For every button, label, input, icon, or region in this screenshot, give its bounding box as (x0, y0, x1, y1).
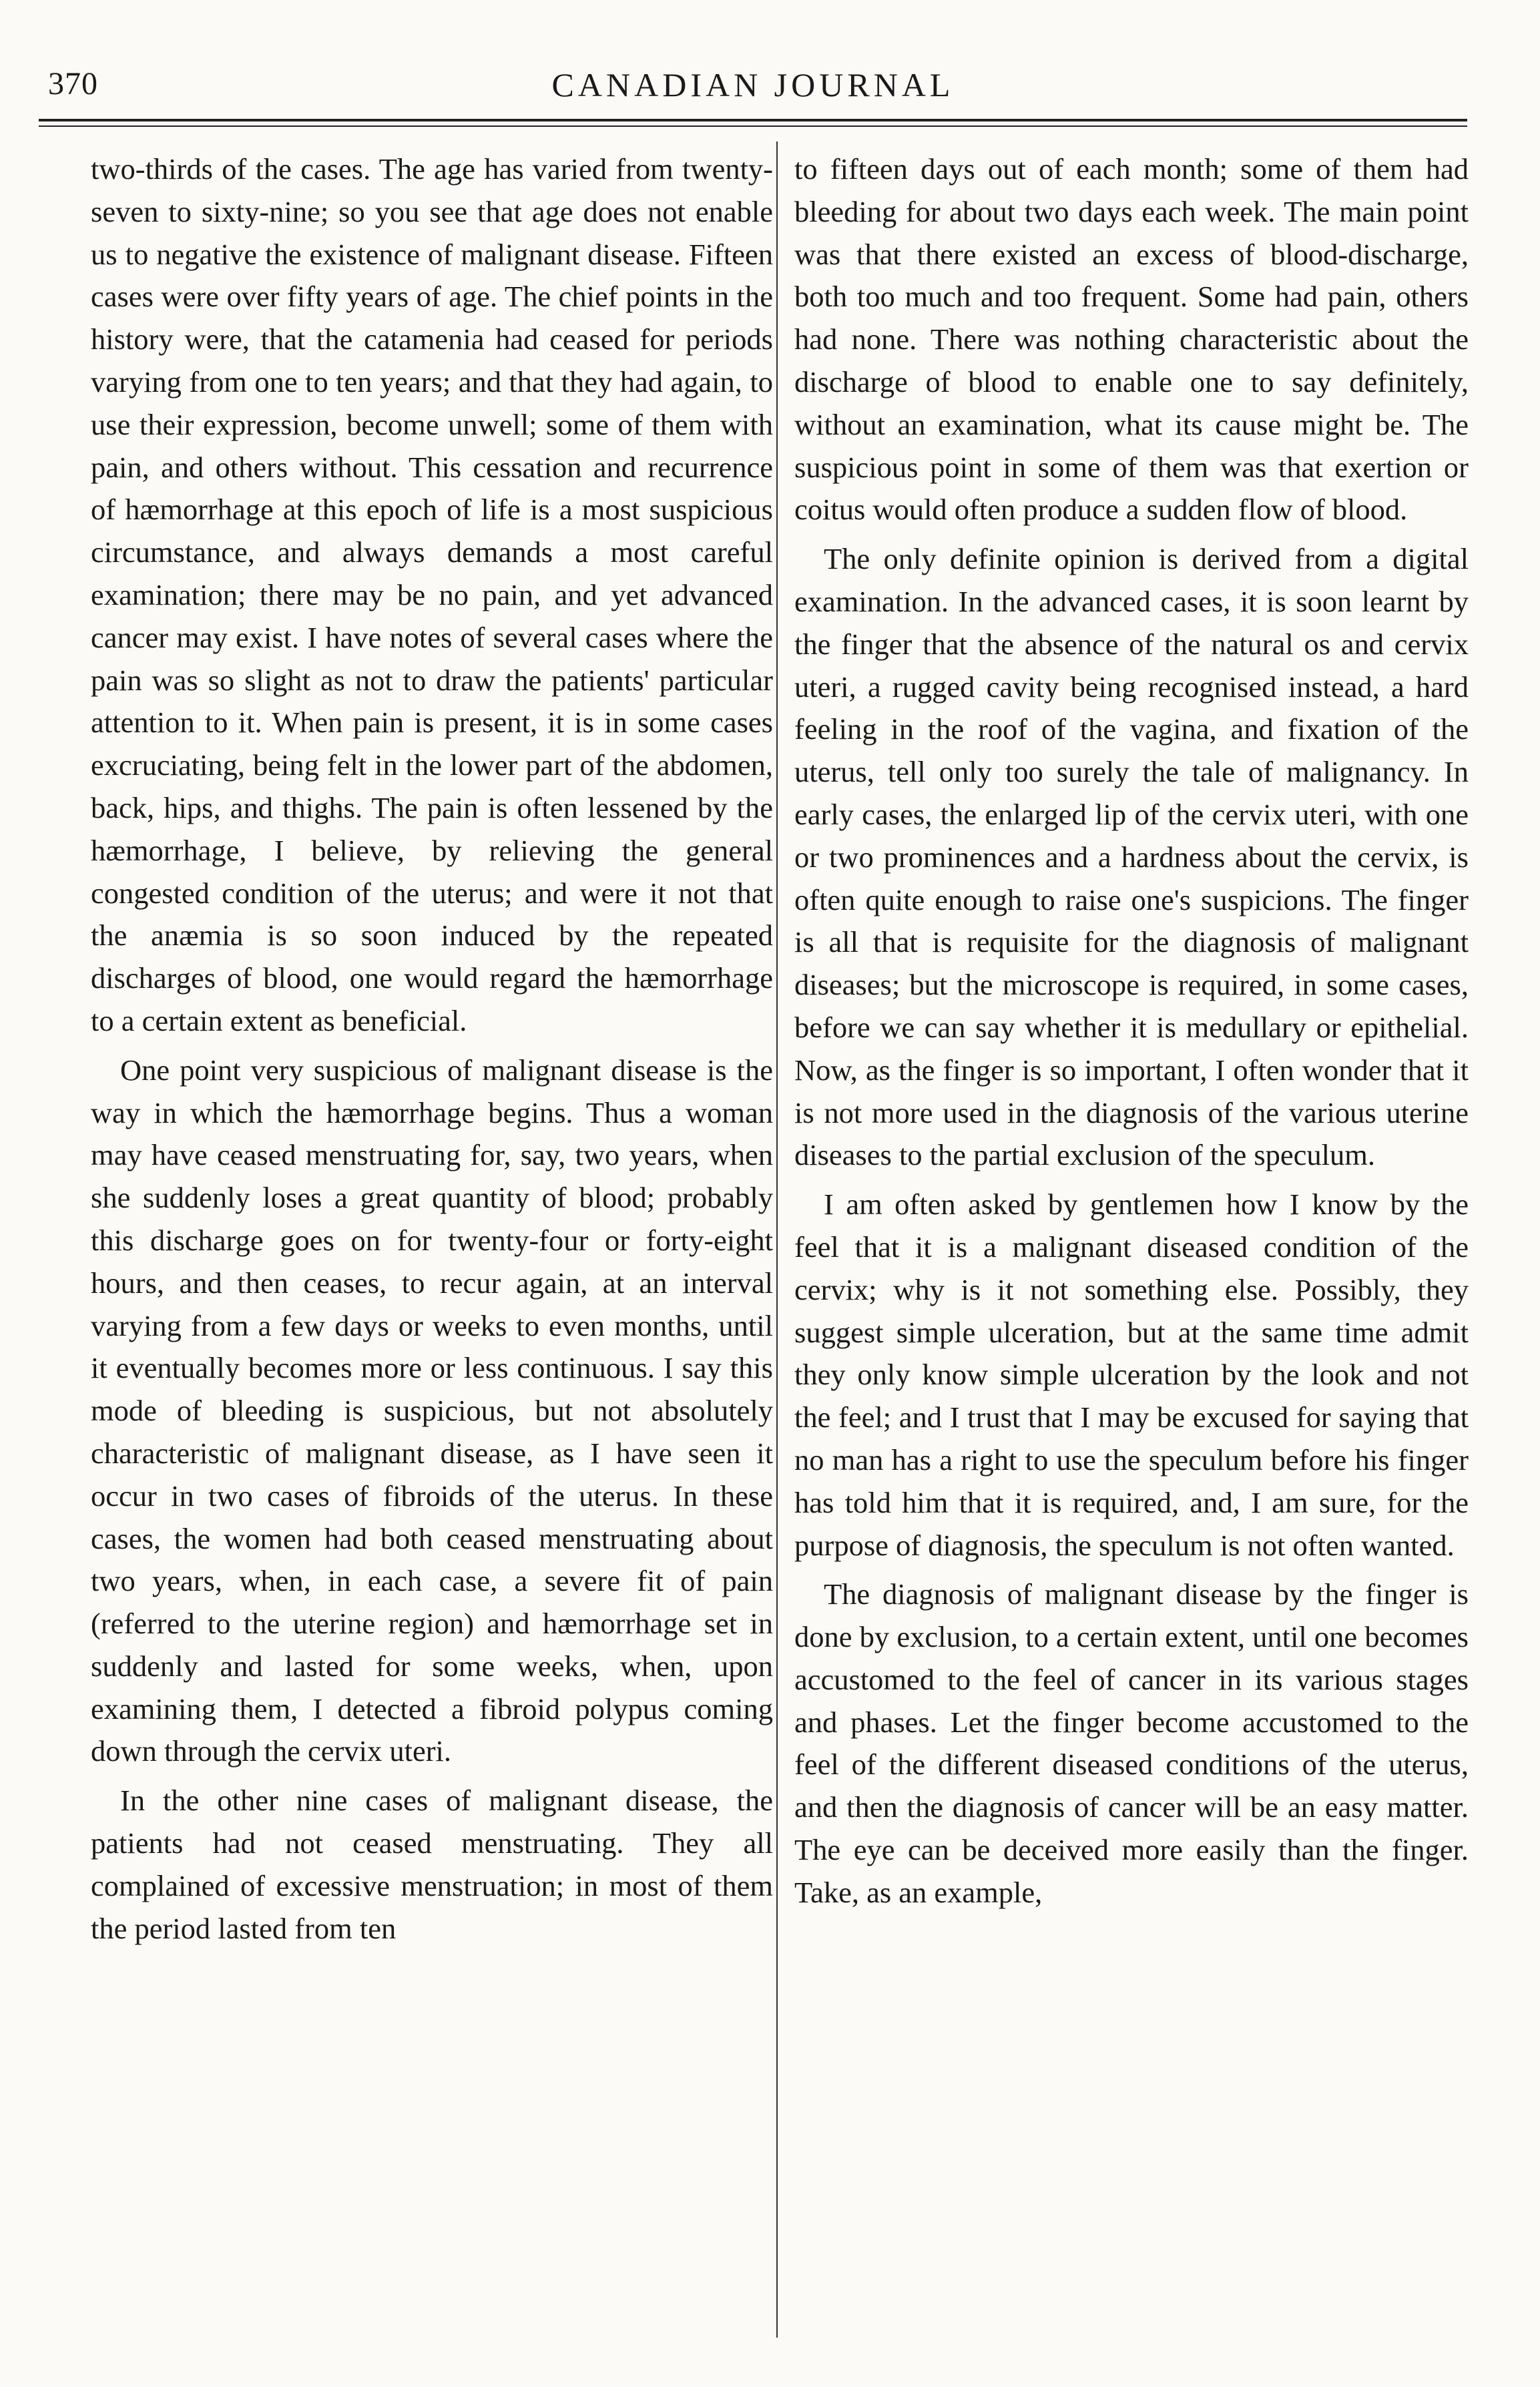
paragraph: The diagnosis of malignant disease by the finger is done by exclusion, to a certain extent, until one becomes accustomed to the feel of cancer in its various stages and phases. Let the finger become accustomed to the feel of the different diseased conditions of the uterus, and then the diagnosis of cancer will be an easy matter. The eye can be deceived more easily than the finger. Take, as an example, (794, 1577, 1469, 1909)
paragraph: two-thirds of the cases. The age has varied from twenty-seven to sixty-nine; so you see that age does not enable us to negative the existence of malignant disease. Fifteen cases were over fifty years of age. The chief points in the history were, that the catamenia had ceased for periods varying from one to ten years; and that they had again, to use their expression, become unwell; some of them with pain, and others without. This cessation and recurrence of hæmorrhage at this epoch of life is a most suspicious circumstance, and always demands a most careful examination; there may be no pain, and yet advanced cancer may exist. I have notes of several cases where the pain was so slight as not to draw the patients' particular attention to it. When pain is present, it is in some cases excruciating, being felt in the lower part of the abdomen, back, hips, and thighs. The pain is often lessened by the hæmorrhage, I believe, by relieving the general congested condition of the uterus; and were it not that the anæmia is so soon induced by the repeated discharges of blood, one would regard the hæmorrhage to a certain extent as beneficial. (91, 152, 773, 1037)
right-column (794, 148, 1469, 1914)
paragraph: I am often asked by gentlemen how I know by the feel that it is a malignant diseased condition of the cervix; why is it not something else. Possibly, they suggest simple ulceration, but at the same time admit they only know simple ulceration by the look and not the feel; and I trust that I may be excused for saying that no man has a right to use the speculum before his finger has told him that it is required, and, I am sure, for the purpose of diagnosis, the speculum is not often wanted. (794, 1187, 1469, 1562)
paragraph: One point very suspicious of malignant disease is the way in which the hæmorrhage begins. Thus a woman may have ceased menstruating for, say, two years, when she suddenly loses a great quantity of blood; probably this discharge goes on for twenty-four or forty-eight hours, and then ceases, to recur again, at an interval varying from a few days or weeks to even months, until it eventually becomes more or less continuous. I say this mode of bleeding is suspicious, but not absolutely characteristic of malignant disease, as I have seen it occur in two cases of fibroids of the uterus. In these cases, the women had both ceased menstruating about two years, when, in each case, a severe fit of pain (referred to the uterine region) and hæmorrhage set in suddenly and lasted for some weeks, when, upon examining them, I detected a fibroid polypus coming down through the cervix uteri. (91, 1053, 773, 1768)
page-number: 370 (48, 66, 98, 101)
running-head: CANADIAN JOURNAL (551, 66, 955, 103)
header-rule-thin (39, 125, 1467, 127)
paragraph: to fifteen days out of each month; some of them had bleeding for about two days each week. The main point was that there existed an excess of blood-discharge, both too much and too frequent. Some had pain, others had none. There was nothing characteristic about the discharge of blood to enable one to say definitely, without an examination, what its cause might be. The suspicious point in some of them was that exertion or coitus would often produce a sudden flow of blood. (794, 152, 1469, 527)
paragraph: The only definite opinion is derived from a digital examination. In the advanced cases, it is soon learnt by the finger that the absence of the natural os and cervix uteri, a rugged cavity being recognised instead, a hard feeling in the roof of the vagina, and fixation of the uterus, tell only too surely the tale of malignancy. In early cases, the enlarged lip of the cervix uteri, with one or two prominences and a hardness about the cervix, is often quite enough to raise one's suspicions. The finger is all that is requisite for the diagnosis of malignant diseases; but the microscope is required, in some cases, before we can say whether it is medullary or epithelial. Now, as the finger is so important, I often wonder that it is not more used in the diagnosis of the various uterine diseases to the partial exclusion of the speculum. (794, 542, 1469, 1172)
header-rule (39, 119, 1467, 121)
page-header (39, 61, 1467, 101)
left-column (91, 148, 773, 1950)
paragraph: In the other nine cases of malignant disease, the patients had not ceased menstruating. They all complained of excessive menstruation; in most of them the period lasted from ten (91, 1784, 773, 1945)
column-divider (776, 142, 778, 2338)
